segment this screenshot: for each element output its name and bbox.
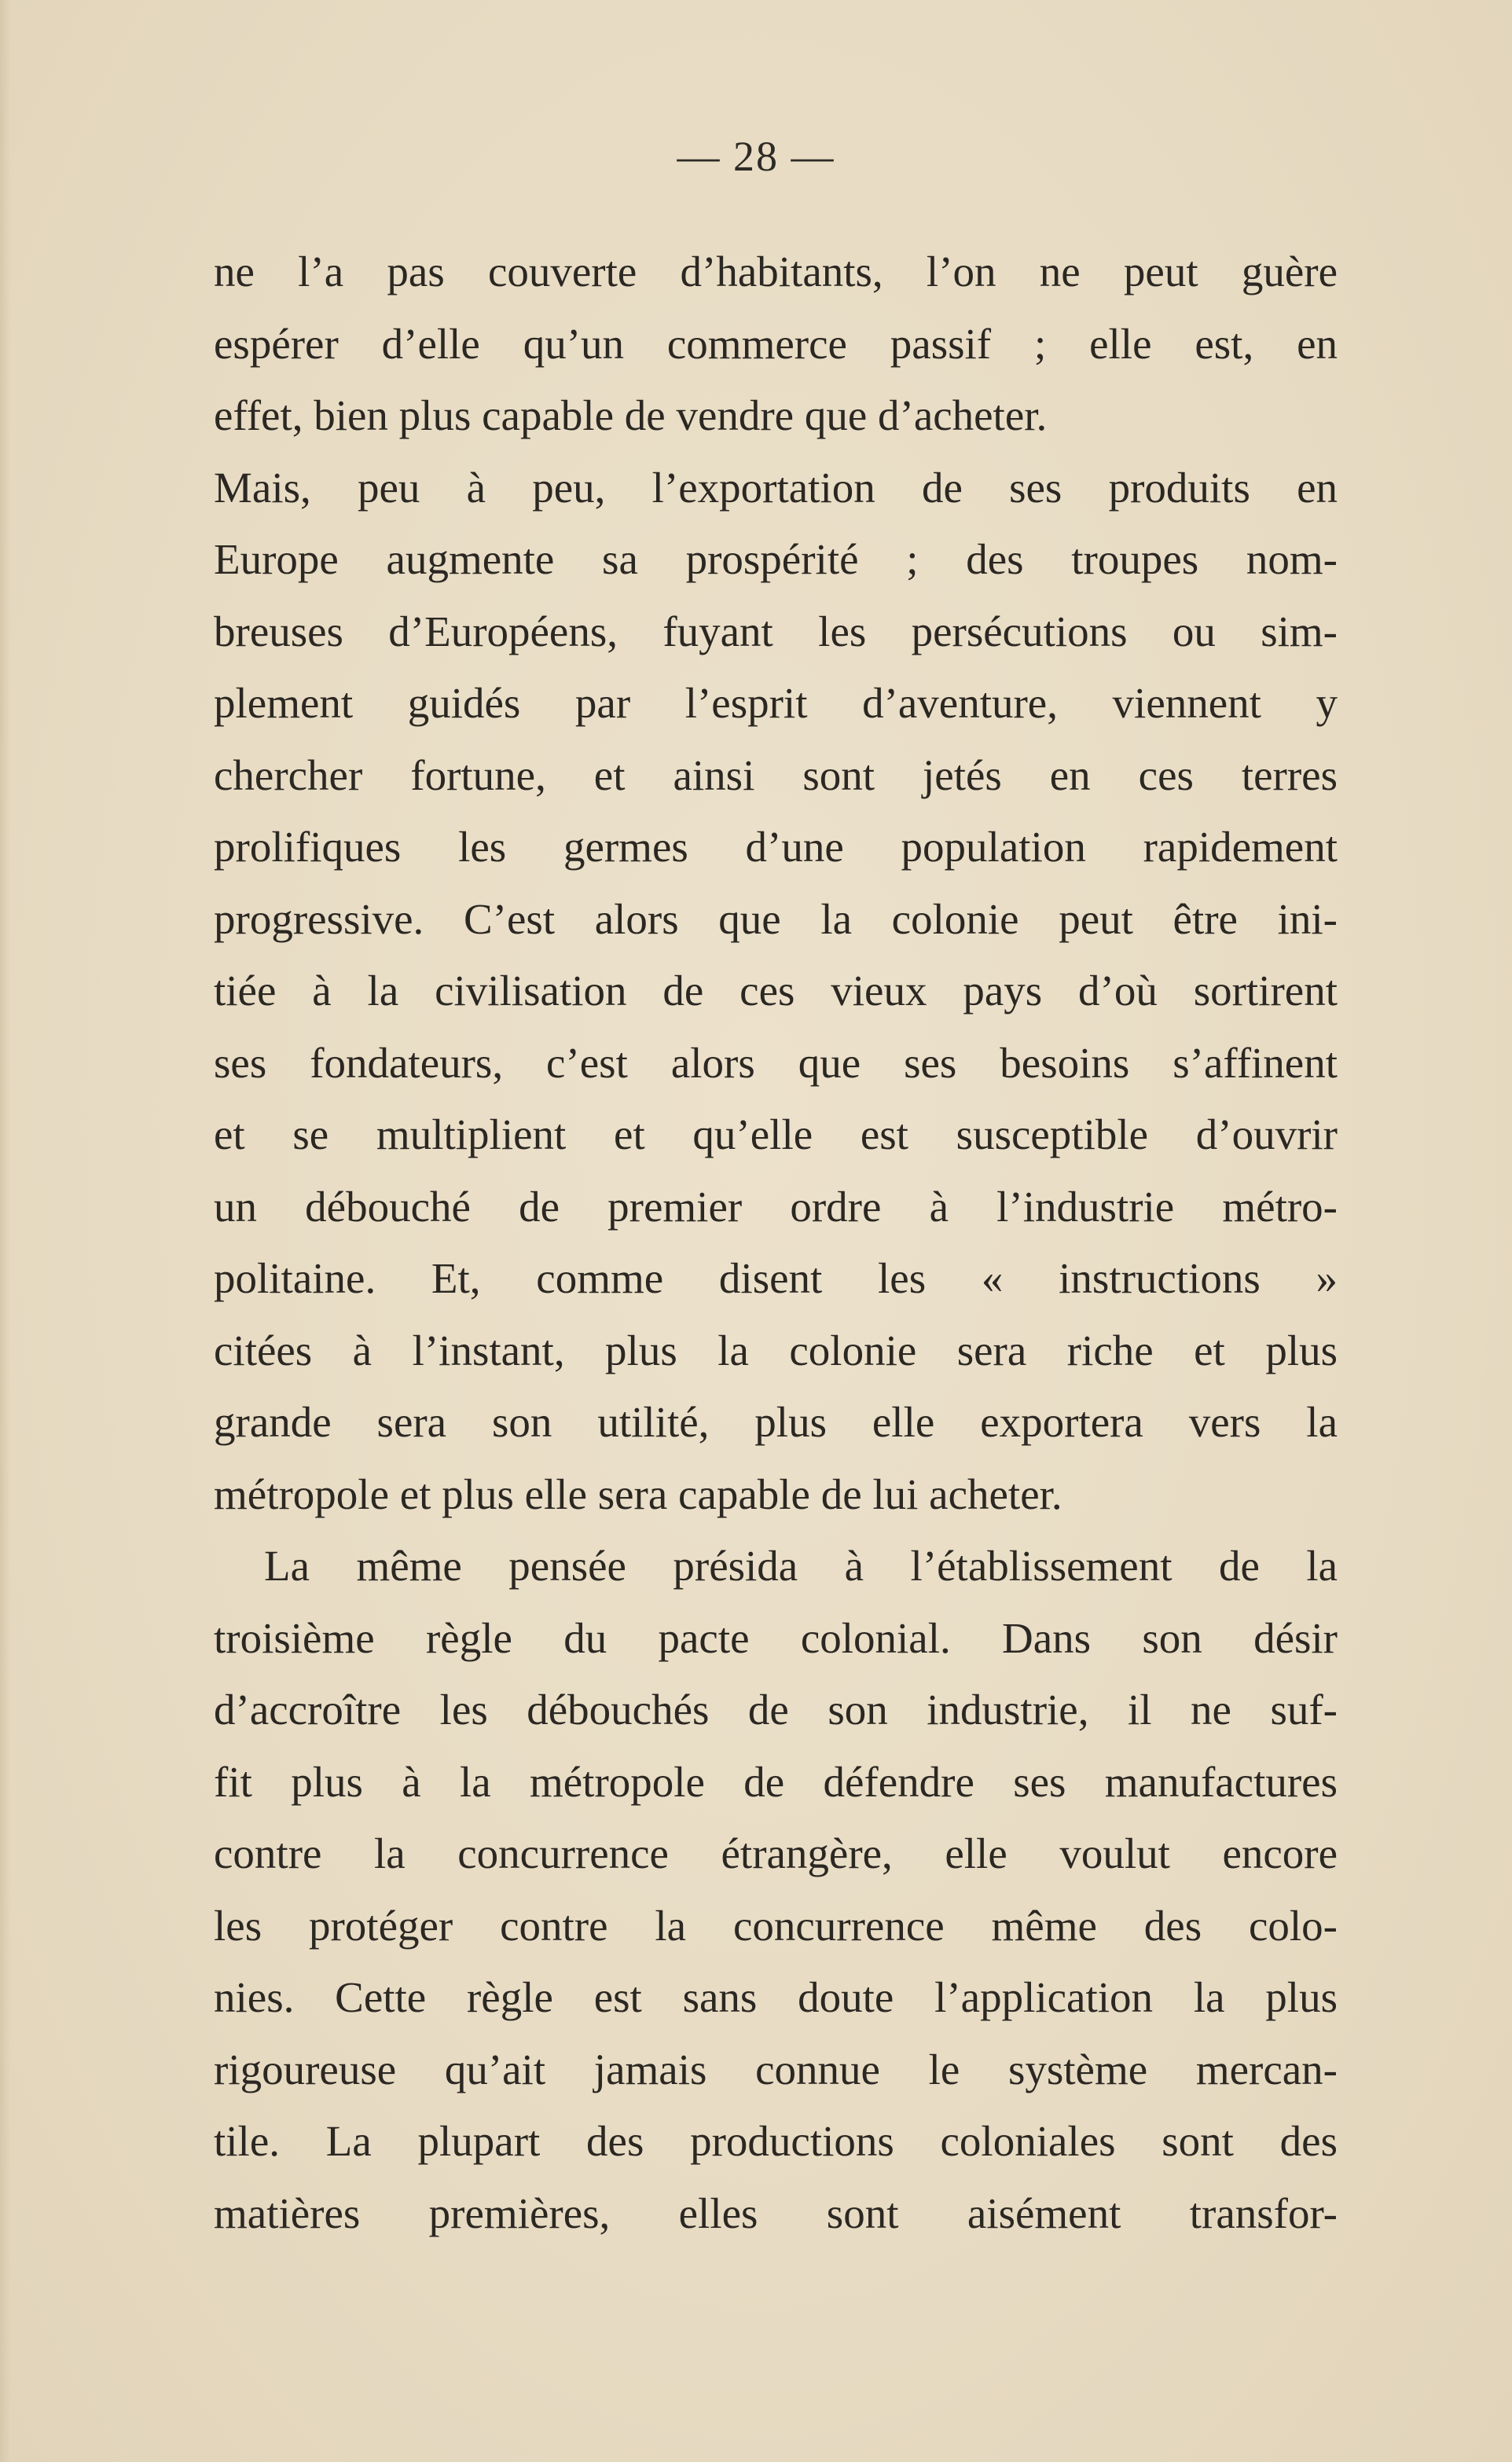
text-line: d’accroître les débouchés de son industrie, il ne suf- xyxy=(214,1686,1338,1734)
text-line: contre la concurrence étrangère, elle voulut encore xyxy=(214,1829,1338,1877)
text-line: Europe augmente sa prospérité ; des troupes nom- xyxy=(214,535,1338,583)
text-line: citées à l’instant, plus la colonie sera riche et plus xyxy=(214,1326,1338,1374)
text-line: La même pensée présida à l’établissement de la xyxy=(264,1542,1338,1590)
page-number: — 28 — xyxy=(677,133,835,180)
text-line: les protéger contre la concurrence même des colo- xyxy=(214,1901,1338,1950)
text-line: politaine. Et, comme disent les « instructions » xyxy=(214,1254,1338,1302)
text-line: grande sera son utilité, plus elle exportera vers la xyxy=(214,1398,1338,1446)
text-line: tile. La plupart des productions coloniales sont des xyxy=(214,2117,1338,2165)
text-line: un débouché de premier ordre à l’industrie métro- xyxy=(214,1182,1338,1231)
text-line: breuses d’Européens, fuyant les persécutions ou sim- xyxy=(214,607,1338,655)
text-line: matières premières, elles sont aisément transfor- xyxy=(214,2189,1338,2237)
text-line: espérer d’elle qu’un commerce passif ; elle est, en xyxy=(214,319,1338,368)
text-line: progressive. C’est alors que la colonie peut être ini- xyxy=(214,894,1338,943)
text-line: effet, bien plus capable de vendre que d’acheter. xyxy=(214,391,1048,439)
text-line: tiée à la civilisation de ces vieux pays d’où sortirent xyxy=(214,967,1338,1015)
text-line: troisième règle du pacte colonial. Dans son désir xyxy=(214,1613,1338,1662)
text-line: et se multiplient et qu’elle est susceptible d’ouvrir xyxy=(214,1110,1338,1158)
text-line: plement guidés par l’esprit d’aventure, viennent y xyxy=(214,679,1338,727)
text-line: métropole et plus elle sera capable de lui acheter. xyxy=(214,1469,1062,1518)
text-line: ses fondateurs, c’est alors que ses besoins s’affinent xyxy=(214,1038,1338,1087)
text-line: rigoureuse qu’ait jamais connue le système mercan- xyxy=(214,2045,1338,2093)
text-line: nies. Cette règle est sans doute l’application la plus xyxy=(214,1973,1338,2021)
page-edge-shadow xyxy=(0,0,11,2462)
text-line: chercher fortune, et ainsi sont jetés en ces terres xyxy=(214,750,1338,799)
text-line: ne l’a pas couverte d’habitants, l’on ne peut guère xyxy=(214,248,1338,295)
text-line: Mais, peu à peu, l’exportation de ses produits en xyxy=(214,463,1338,512)
body-text xyxy=(214,236,1338,2249)
text-line: fit plus à la métropole de défendre ses manufactures xyxy=(214,1757,1338,1806)
text-line: prolifiques les germes d’une population rapidement xyxy=(214,823,1338,871)
